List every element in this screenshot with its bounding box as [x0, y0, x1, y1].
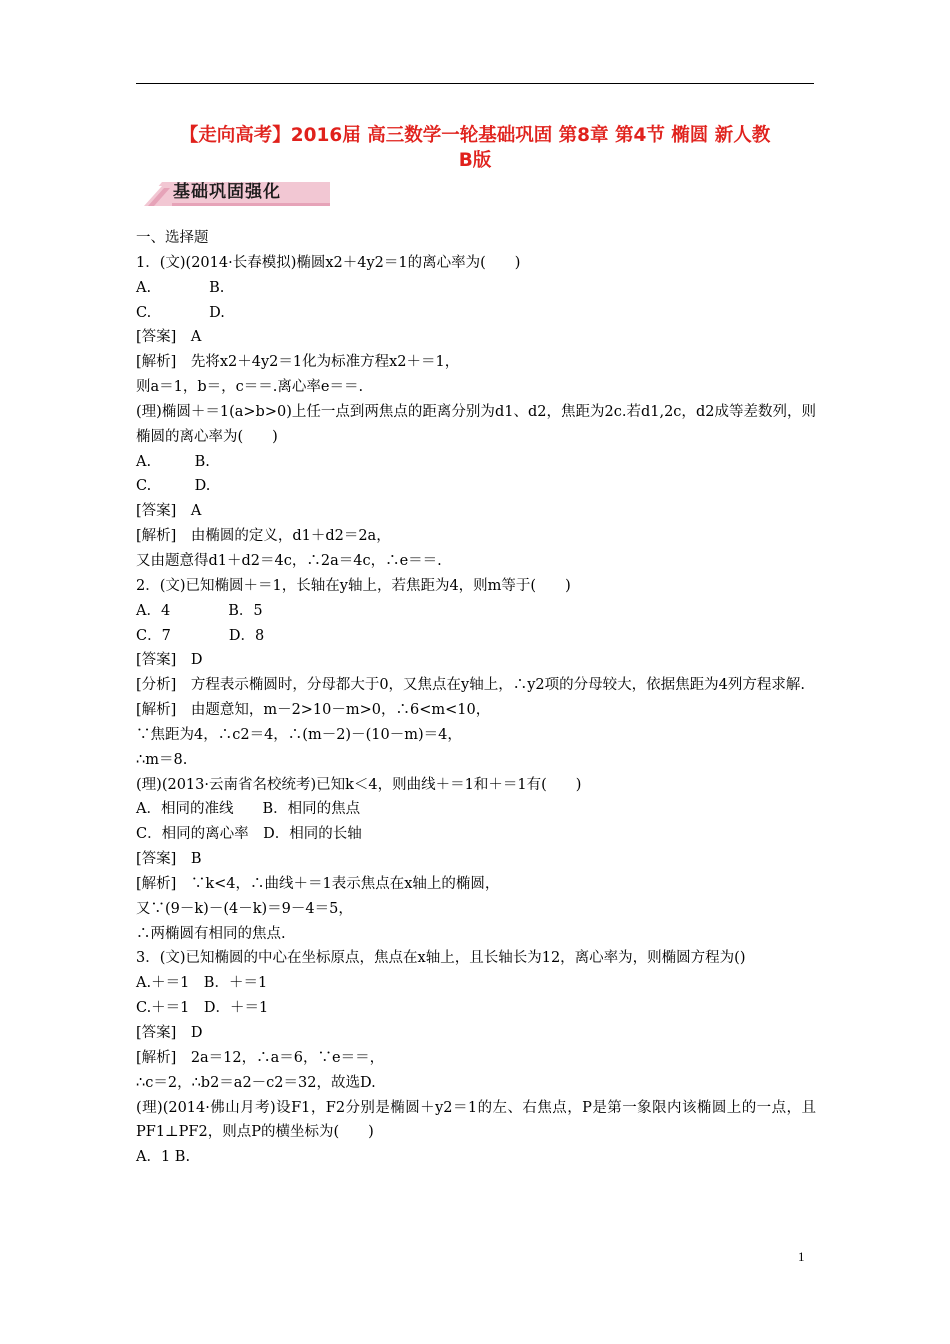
text-line: ∴两椭圆有相同的焦点. — [136, 925, 286, 942]
title-line-2: B版 — [458, 150, 492, 171]
text-line: 一、选择题 — [136, 230, 209, 246]
answer-line: [答案] B — [136, 851, 202, 868]
analysis-line: [解析] 2a＝12，∴a＝6，∵e＝＝， — [136, 1049, 385, 1066]
question-2-wen: 2．(文)已知椭圆＋＝1，长轴在y轴上，若焦距为4，则m等于( ) — [136, 577, 571, 594]
options-line: A．1 B. — [136, 1149, 191, 1166]
text-line: 又由题意得d1＋d2＝4c，∴2a＝4c，∴e＝＝. — [136, 552, 442, 569]
answer-line: [答案] D — [136, 652, 203, 669]
question-1-wen: 1．(文)(2014·长春模拟)椭圆x2＋4y2＝1的离心率为( ) — [136, 254, 521, 271]
document-body — [136, 226, 816, 1170]
question-2-li: (理)(2013·云南省名校统考)已知k＜4，则曲线＋＝1和＋＝1有( ) — [136, 776, 582, 793]
text-line: ∵焦距为4，∴c2＝4，∴(m－2)－(10－m)＝4， — [136, 726, 462, 743]
answer-line: [答案] D — [136, 1025, 203, 1041]
page-number: 1 — [798, 1249, 805, 1264]
options-line: C. D. — [136, 478, 211, 495]
question-3-li: (理)(2014·佛山月考)设F1，F2分别是椭圆＋y2＝1的左、右焦点，P是第一象限内该椭圆上的一点，且PF1⊥PF2，则点P的横坐标为( ) — [136, 1099, 816, 1141]
analysis-line: [解析] 先将x2＋4y2＝1化为标准方程x2＋＝1， — [136, 354, 460, 371]
answer-line: [答案] A — [136, 329, 202, 346]
text-line: 则a＝1，b＝，c＝＝.离心率e＝＝. — [136, 379, 364, 396]
analysis-line: [解析] ∵k<4，∴曲线＋＝1表示焦点在x轴上的椭圆， — [136, 875, 500, 892]
question-3-wen: 3．(文)已知椭圆的中心在坐标原点，焦点在x轴上，且长轴长为12，离心率为，则椭圆方程为() — [136, 950, 746, 967]
options-line: C. D. — [136, 304, 225, 321]
options-line: A．4 B．5 — [136, 602, 263, 619]
text-line: ∴c＝2，∴b2＝a2－c2＝32，故选D. — [136, 1074, 376, 1091]
analysis-line: [解析] 由椭圆的定义，d1＋d2＝2a， — [136, 528, 391, 545]
analysis-line: [解析] 由题意知，m－2>10－m>0，∴6<m<10， — [136, 702, 491, 719]
options-line: C．相同的离心率 D．相同的长轴 — [136, 826, 362, 843]
options-line: A. B. — [136, 279, 225, 296]
text-line: 又∵(9－k)－(4－k)＝9－4＝5， — [136, 900, 353, 917]
header-rule — [136, 83, 814, 84]
document-title — [136, 123, 814, 173]
options-line: C.＋＝1 D．＋＝1 — [136, 1000, 269, 1017]
question-1-li: (理)椭圆＋＝1(a>b>0)上任一点到两焦点的距离分别为d1、d2，焦距为2c.若d1,2c，d2成等差数列，则椭圆的离心率为( ) — [136, 403, 816, 445]
title-line-1: 【走向高考】2016届 高三数学一轮基础巩固 第8章 第4节 椭圆 新人教 — [179, 125, 771, 146]
options-line: A.＋＝1 B．＋＝1 — [136, 975, 268, 992]
options-line: A．相同的准线 B．相同的焦点 — [136, 801, 361, 818]
options-line: C．7 D．8 — [136, 627, 265, 644]
answer-line: [答案] A — [136, 503, 202, 520]
text-line: ∴m＝8. — [136, 751, 188, 768]
analysis-note: [分析] 方程表示椭圆时，分母都大于0，又焦点在y轴上，∴y2项的分母较大，依据焦距为4列方程求解. — [136, 677, 805, 694]
section-banner-label: 基础巩固强化 — [173, 182, 281, 202]
options-line: A. B. — [136, 453, 210, 470]
